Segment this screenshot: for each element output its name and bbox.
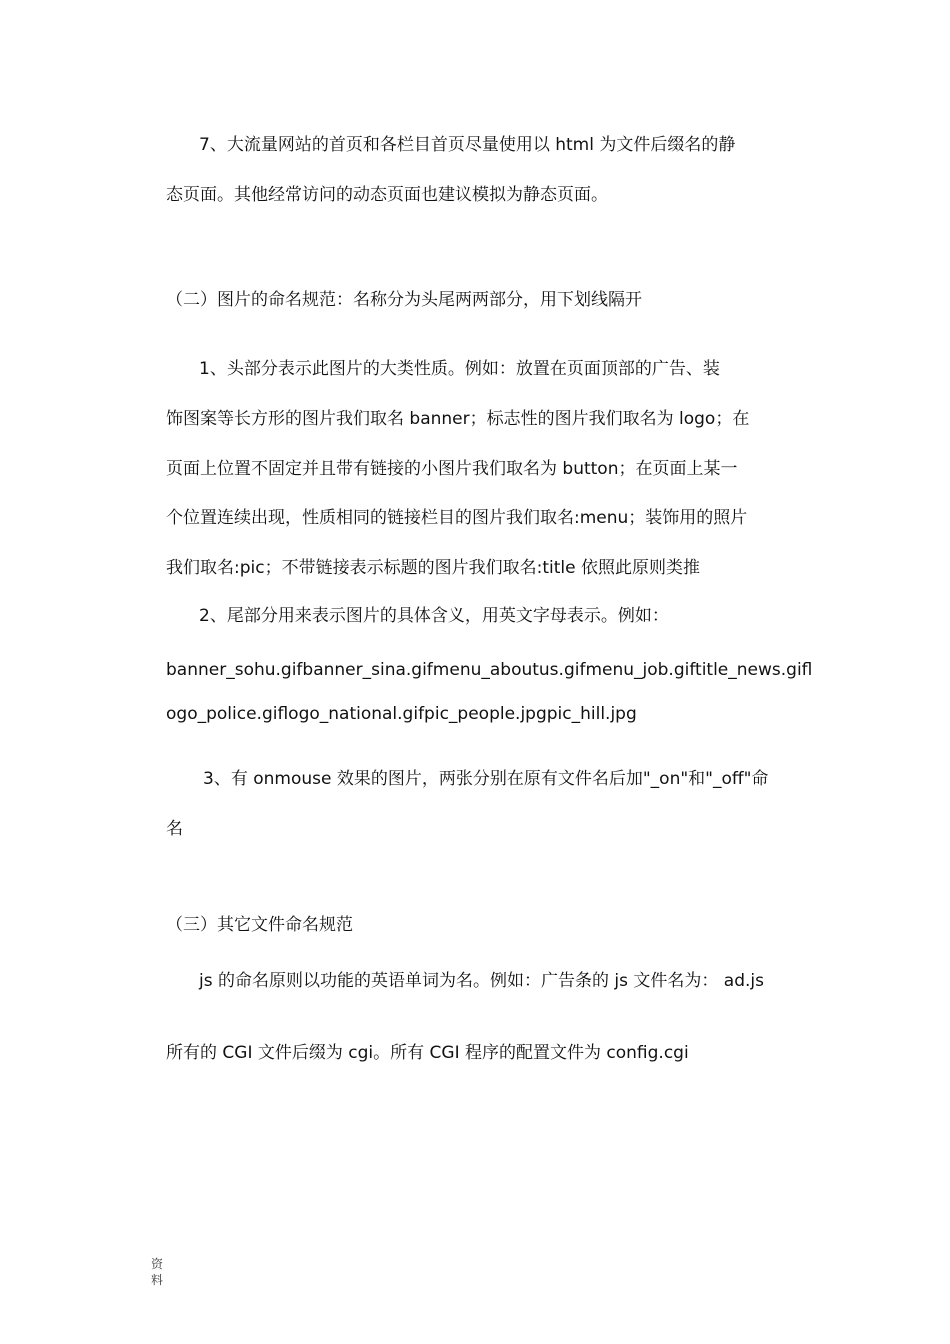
paragraph-1-line-2: 饰图案等长方形的图片我们取名 banner；标志性的图片我们取名为 logo；在: [166, 409, 750, 429]
paragraph-2-line-1: 2、尾部分用来表示图片的具体含义，用英文字母表示。例如：: [199, 606, 669, 626]
paragraph-1-line-5: 我们取名:pic；不带链接表示标题的图片我们取名:title 依照此原则类推: [166, 558, 700, 578]
paragraph-2-line-2: banner_sohu.gifbanner_sina.gifmenu_aboutus.gifmenu_job.giftitle_news.gifl: [166, 660, 813, 680]
paragraph-7-line-2: 态页面。其他经常访问的动态页面也建议模拟为静态页面。: [166, 185, 608, 205]
section-3-heading: （三）其它文件命名规范: [166, 915, 353, 935]
js-naming-line: js 的命名原则以功能的英语单词为名。例如：广告条的 js 文件名为： ad.js: [199, 971, 764, 991]
footer-label: 资料: [151, 1257, 164, 1287]
paragraph-1-line-1: 1、头部分表示此图片的大类性质。例如：放置在页面顶部的广告、装: [199, 359, 720, 379]
cgi-naming-line: 所有的 CGI 文件后缀为 cgi。所有 CGI 程序的配置文件为 config.cgi: [166, 1043, 689, 1063]
paragraph-1-line-4: 个位置连续出现，性质相同的链接栏目的图片我们取名:menu；装饰用的照片: [166, 508, 748, 528]
paragraph-7-line-1: 7、大流量网站的首页和各栏目首页尽量使用以 html 为文件后缀名的静: [199, 135, 736, 155]
paragraph-3-line-1: 3、有 onmouse 效果的图片，两张分别在原有文件名后加"_on"和"_off"命: [203, 769, 769, 789]
paragraph-1-line-3: 页面上位置不固定并且带有链接的小图片我们取名为 button；在页面上某一: [166, 459, 738, 479]
paragraph-3-line-2: 名: [166, 819, 183, 839]
paragraph-2-line-3: ogo_police.giflogo_national.gifpic_people.jpgpic_hill.jpg: [166, 704, 637, 724]
section-2-heading: （二）图片的命名规范：名称分为头尾两两部分，用下划线隔开: [166, 290, 642, 310]
